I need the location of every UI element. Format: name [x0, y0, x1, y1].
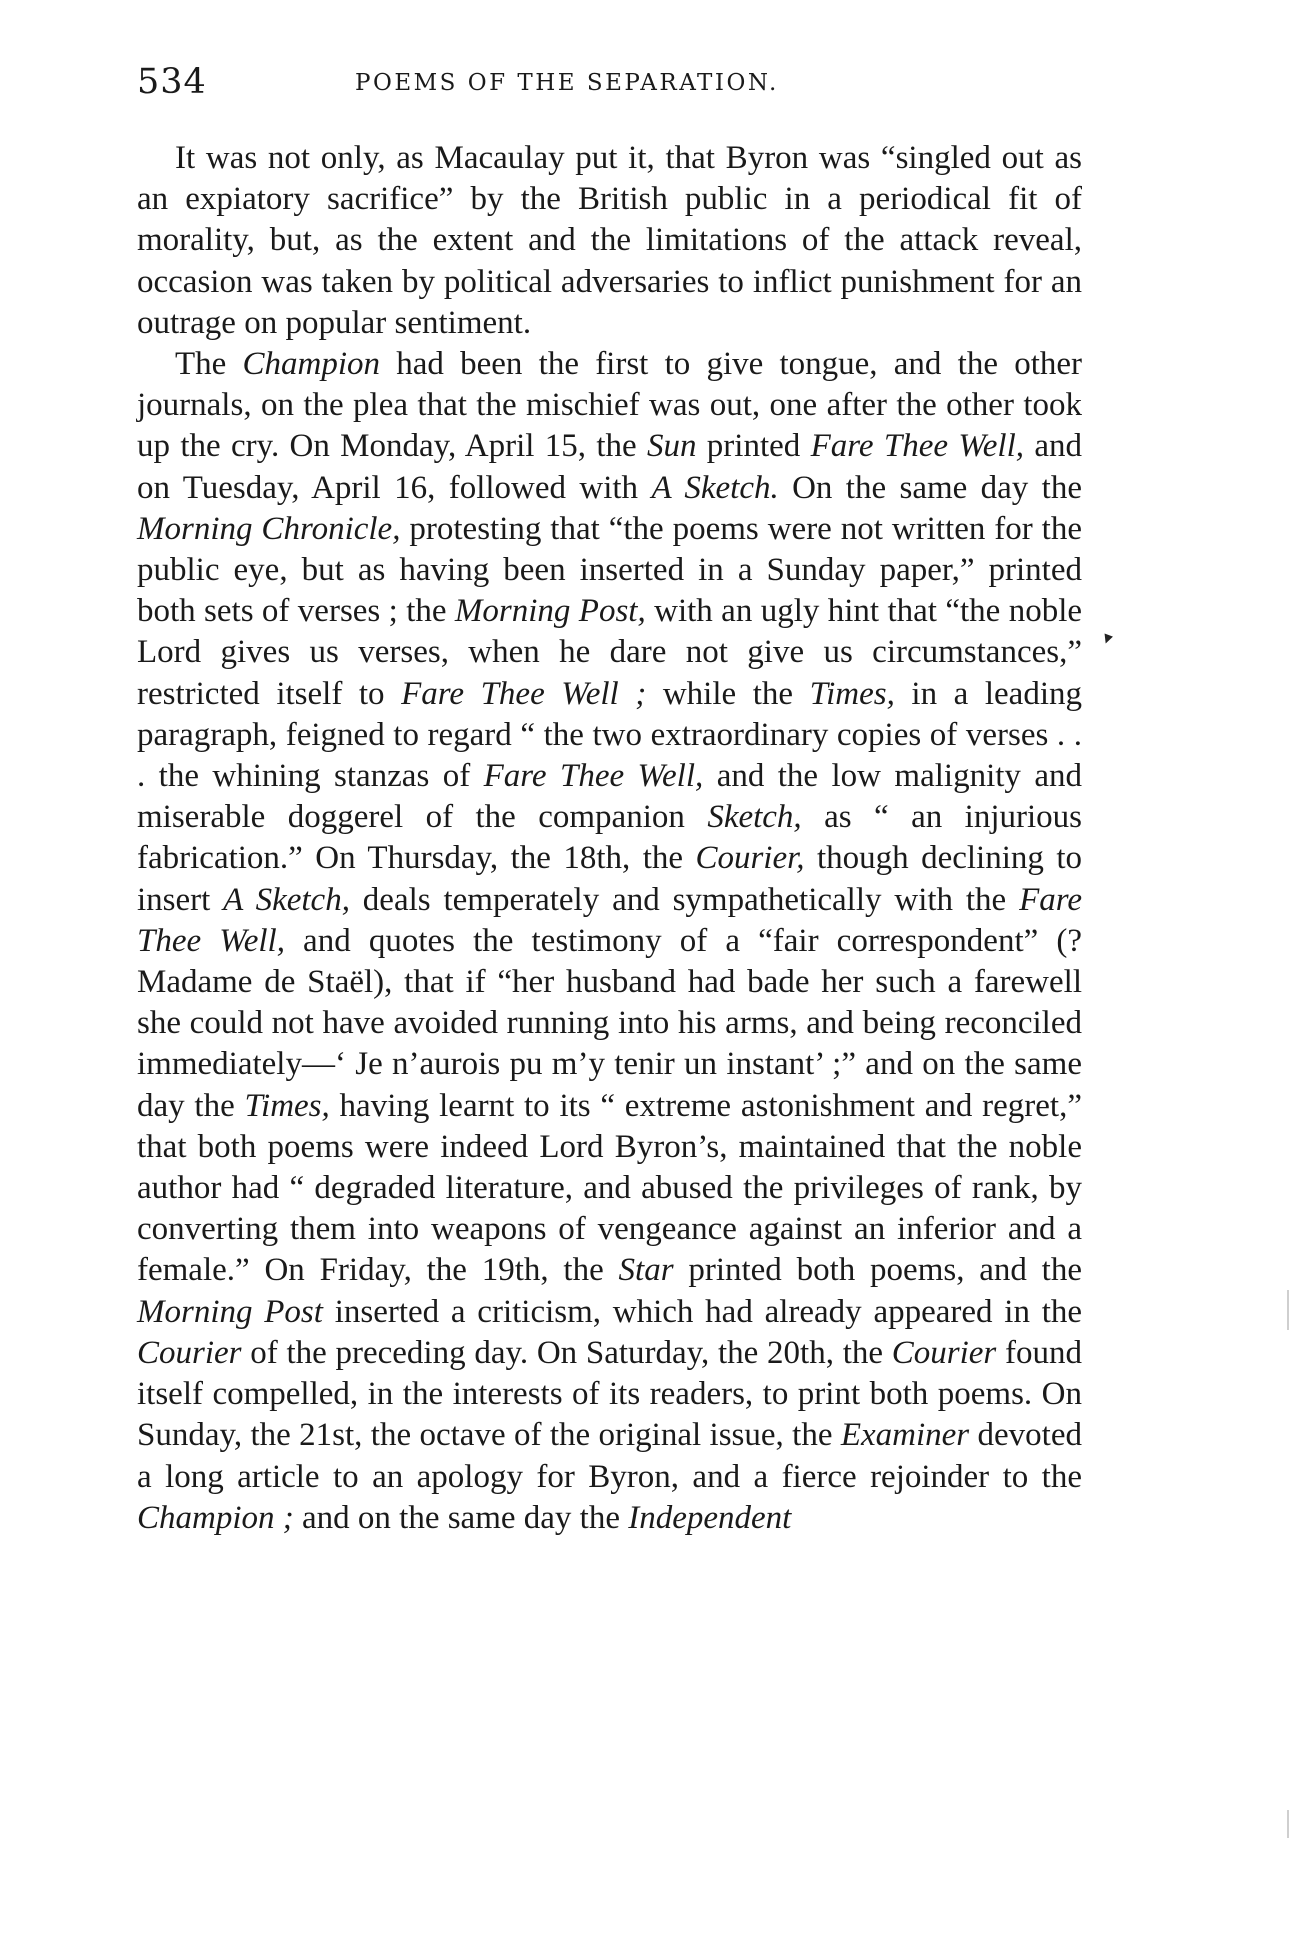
italic-title: Fare Thee Well,: [137, 881, 1082, 959]
edge-mark: [1287, 1810, 1289, 1838]
page-number: 534: [137, 62, 207, 102]
text-run: found itself compelled, in the interests of its readers, to print both poems. On Sunday, the 21st, the octave of the original issue, the: [137, 1334, 1082, 1454]
text-run: and quotes the testimony of a “fair correspondent” (? Madame de Staël), that if “her husband had bade her such a farewell she could not have avoided running into his arms, and being reconciled immediately—‘ Je n’aurois pu m’y tenir un instant’ ;” and on the same day the: [137, 922, 1082, 1124]
italic-title: Examiner: [840, 1417, 970, 1454]
text-run: On the same day the: [778, 469, 1082, 506]
text-run: with an ugly hint that “the noble Lord gives us verses, when he dare not give us circumstances,” restricted itself to: [137, 593, 1083, 712]
text-run: as “ an injurious fabrication.” On Thursday, the 18th, the: [137, 799, 1083, 877]
running-head: [137, 62, 1082, 112]
italic-title: Champion ;: [137, 1499, 294, 1536]
italic-title: Sun: [646, 428, 697, 465]
text-run: having learnt to its “ extreme astonishment and regret,” that both poems were indeed Lord Byron’s, maintained that the noble author had “ degraded literature, and abused the privileges of rank, by converting them into weapons of vengeance against an inferior and a female.” On Friday, the 19th, the: [137, 1087, 1082, 1289]
italic-title: Courier: [137, 1334, 242, 1371]
margin-mark: ▾: [1099, 627, 1116, 650]
italic-title: Courier,: [695, 840, 805, 877]
italic-title: Fare Thee Well ;: [401, 675, 647, 712]
paragraph-2: [137, 344, 1082, 1539]
text-run: and the low malignity and miserable doggerel of the companion: [137, 758, 1082, 836]
italic-title: Times,: [809, 675, 895, 712]
italic-title: Champion: [242, 346, 381, 383]
running-title: POEMS OF THE SEPARATION.: [355, 70, 779, 96]
text-run: deals temperately and sympathetically with the: [349, 881, 1020, 918]
italic-title: A Sketch,: [223, 881, 350, 918]
text-run: inserted a criticism, which had already appeared in the: [322, 1293, 1083, 1330]
italic-title: Morning Post: [137, 1293, 323, 1330]
paragraph-1: [137, 138, 1082, 344]
italic-title: Morning Chronicle,: [137, 510, 401, 547]
italic-title: Independent: [628, 1499, 792, 1536]
text-run: in a leading paragraph, feigned to regard “ the two extraordinary copies of verses . . . the whining stanzas of: [137, 675, 1082, 795]
text-run: printed: [696, 428, 811, 465]
italic-title: Morning Post,: [454, 593, 646, 630]
text-run: though declining to insert: [137, 840, 1082, 918]
italic-title: Times,: [244, 1087, 330, 1124]
text-run: printed both poems, and the: [673, 1252, 1082, 1289]
text-run: had been the first to give tongue, and the other journals, on the plea that the mischief was out, one after the other took up the cry. On Monday, April 15, the: [137, 346, 1082, 465]
italic-title: Fare Thee Well,: [483, 758, 704, 795]
italic-title: A Sketch.: [651, 469, 779, 506]
italic-title: Sketch,: [707, 799, 802, 836]
body-text: [137, 138, 1082, 1539]
text-run: protesting that “the poems were not written for the public eye, but as having been inserted in a Sunday paper,” printed both sets of verses ; the: [137, 510, 1083, 630]
italic-title: Fare Thee Well,: [810, 428, 1025, 465]
text-run: The: [175, 346, 243, 383]
text-run: of the preceding day. On Saturday, the 20th, the: [241, 1334, 892, 1371]
text-run: while the: [646, 675, 810, 712]
italic-title: Courier: [891, 1334, 997, 1371]
italic-title: Star: [618, 1252, 674, 1289]
text-run: and on the same day the: [293, 1499, 629, 1536]
text-run: and on Tuesday, April 16, followed with: [137, 428, 1083, 506]
text-run: devoted a long article to an apology for Byron, and a fierce rejoinder to the: [137, 1417, 1082, 1495]
edge-mark: [1287, 1290, 1289, 1330]
text-run: It was not only, as Macaulay put it, that Byron was “singled out as an expiatory sacrifice” by the British public in a periodical fit of morality, but, as the extent and the limitations of the attack reveal, occasion was taken by political adversaries to inflict punishment for an outrage on popular sentiment.: [137, 140, 1082, 341]
